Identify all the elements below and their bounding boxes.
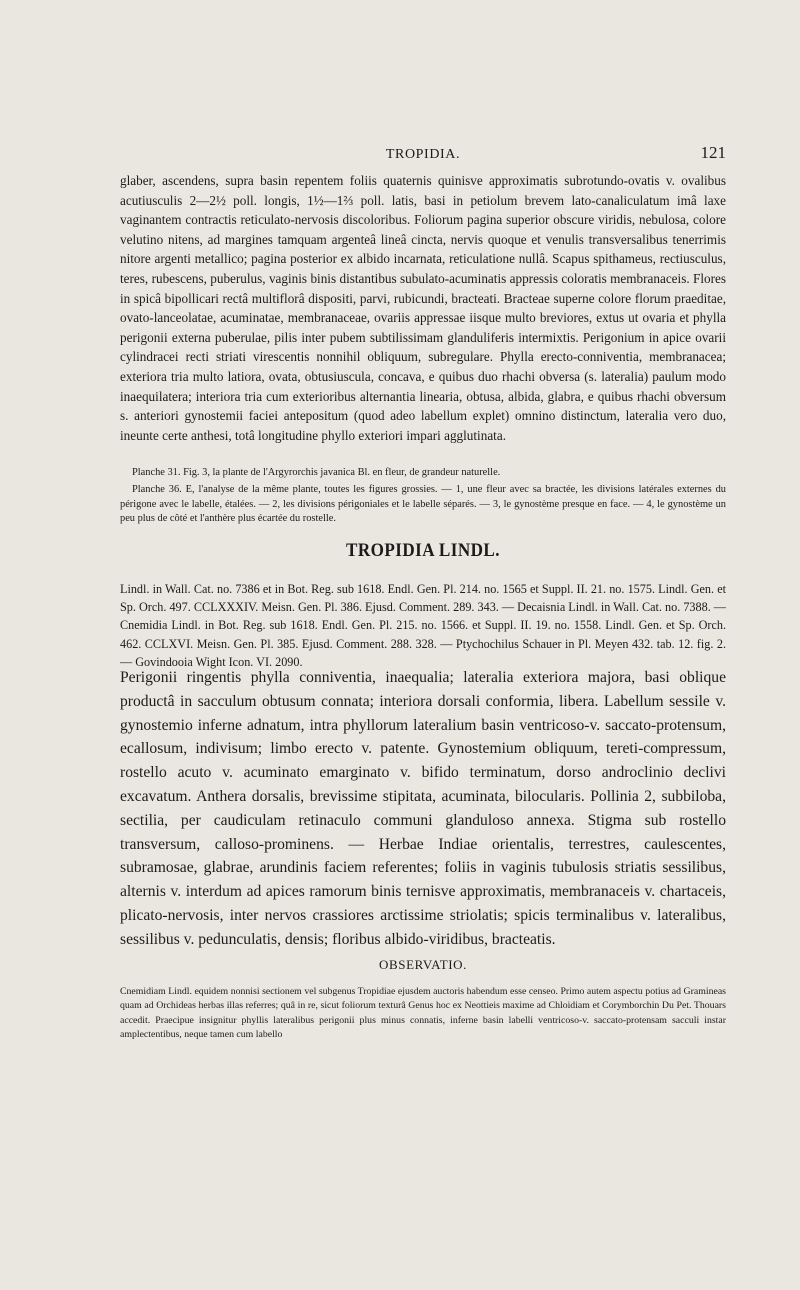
genus-heading: TROPIDIA LINDL. [345, 540, 501, 561]
genus-description: Perigonii ringentis phylla conniventia, inaequalia; lateralia exteriora majora, basi oblique productâ in sacculum obtusum connata; interiora dorsali conformia, libera. Labellum sessile v. gynostemio inferne adnatum, intra phyllorum lateralium basin ventricoso-v. saccato-protensum, ecallosum, indivisum; limbo erecto v. patente. Gynostemium obliquum, tereti-compressum, rostello acuto v. acuminato emarginato v. bifido terminatum, dorso androclinio declivi excavatum. Anthera dorsalis, brevissime stipitata, acuminata, bilocularis. Pollinia 2, subbiloba, sectilia, per caudiculam retinaculo communi glanduloso annexa. Stigma sub rostello transversum, calloso-prominens. — Herbae Indiae orientalis, terrestres, caulescentes, subramosae, glabrae, arundinis faciem referentes; foliis in vaginis tubulosis striatis sessilibus, alternis v. interdum ad apices ramorum binis ternisve approximatis, membranaceis v. chartaceis, plicato-nervosis, inter nervos crassiores arctissime striolatis; spicis terminalibus v. lateralibus, sessilibus v. pedunculatis, densis; floribus albido-viridibus, bracteatis. [120, 669, 726, 948]
page-number: 121 [700, 143, 726, 162]
plate-note: Planche 36. E, l'analyse de la même plante, toutes les figures grossies. — 1, une fleur avec sa bractée, les divisions latérales externes du périgone avec le labelle, étalées. — 2, les divisions périgoniales et le labelle séparés. — 3, le gynostème presque en face. — 4, le gynostème un peu plus de côté et l'anthère plus écartée du rostelle. [120, 483, 726, 525]
running-title: TROPIDIA. [385, 147, 461, 162]
observation-heading: OBSERVATIO. [378, 957, 468, 972]
plate-notes [120, 466, 726, 529]
plate-note: Planche 31. Fig. 3, la plante de l'Argyrorchis javanica Bl. en fleur, de grandeur naturelle. [132, 467, 501, 478]
observation-text: Cnemidiam Lindl. equidem nonnisi sectionem vel subgenus Tropidiae ejusdem auctoris habendum esse censeo. Primo autem aspectu potius ad Gramineas quam ad Orchideas herbas illas referres; quâ in re, sicut foliorum texturâ Genus hoc ex Neottieis maxime ad Chloidiam et Corymborchin Du Pet. Thouars accedit. Praecipue insignitur phyllis lateralibus perigonii plus minus connatis, inferne basin labelli ventricoso-v. saccato-protensam sacculi instar amplectentibus, neque tamen cum labello [120, 986, 726, 1041]
species-description-continued: glaber, ascendens, supra basin repentem foliis quaternis quinisve approximatis subrotundo-ovatis v. ovalibus acutiusculis 2—2½ poll. longis, 1½—1⅔ poll. latis, basi in petiolum brevem lato-canaliculatum imâ laxe vaginantem contractis reticulato-nervosis discoloribus. Foliorum pagina superior obscure viridis, nebulosa, colore velutino nitens, ad margines tamquam argenteâ lineâ cincta, nervis quoque et venulis transversalibus tenerrimis nitore argenti metallico; pagina posterior ex albido incarnata, reticulatione nullâ. Scapus spithameus, rectiusculus, teres, rubescens, puberulus, vaginis binis distantibus subulato-acuminatis appressis coloratis membranaceis. Flores in spicâ bipollicari rectâ multiflorâ dispositi, parvi, rubicundi, bracteati. Bracteae superne colore florum praeditae, ovato-lanceolatae, acuminatae, membranaceae, ovariis appressae iisque multo breviores, extus ut ovaria et phylla perigonii externa puberulae, pilis inter pubem subtilissimam glanduliferis intermixtis. Perigonium in apice ovarii cylindracei recti striati virescentis nonnihil obliquum, subregulare. Phylla erecto-conniventia, membranacea; exteriora tria multo latiora, ovata, obtusiuscula, concava, e quibus duo rhachi obversa (s. lateralia) paulum modo inaequilatera; interiora tria cum exterioribus alternantia linearia, obtusa, albida, glabra, e quibus rhachi obversum s. anteriori gynostemii faciei antepositum (quod adeo labellum explet) omnino distinctum, lateralia vero duo, ineunte certe anthesi, totâ longitudine phyllo exteriori impari agglutinata. [120, 173, 726, 443]
genus-references: Lindl. in Wall. Cat. no. 7386 et in Bot. Reg. sub 1618. Endl. Gen. Pl. 214. no. 1565 et Suppl. II. 21. no. 1575. Lindl. Gen. et Sp. Orch. 497. CCLXXXIV. Meisn. Gen. Pl. 386. Ejusd. Comment. 289. 343. — Decaisnia Lindl. in Wall. Cat. no. 7388. — Cnemidia Lindl. in Bot. Reg. sub 1618. Endl. Gen. Pl. 215. no. 1566. et Suppl. II. 19. no. 1558. Lindl. Gen. et Sp. Orch. 462. CCLXVI. Meisn. Gen. Pl. 385. Ejusd. Comment. 288. 328. — Ptychochilus Schauer in Pl. Meyen 432. tab. 12. fig. 2. — Govindooia Wight Icon. VI. 2090. [120, 582, 726, 669]
page-header [120, 143, 726, 167]
